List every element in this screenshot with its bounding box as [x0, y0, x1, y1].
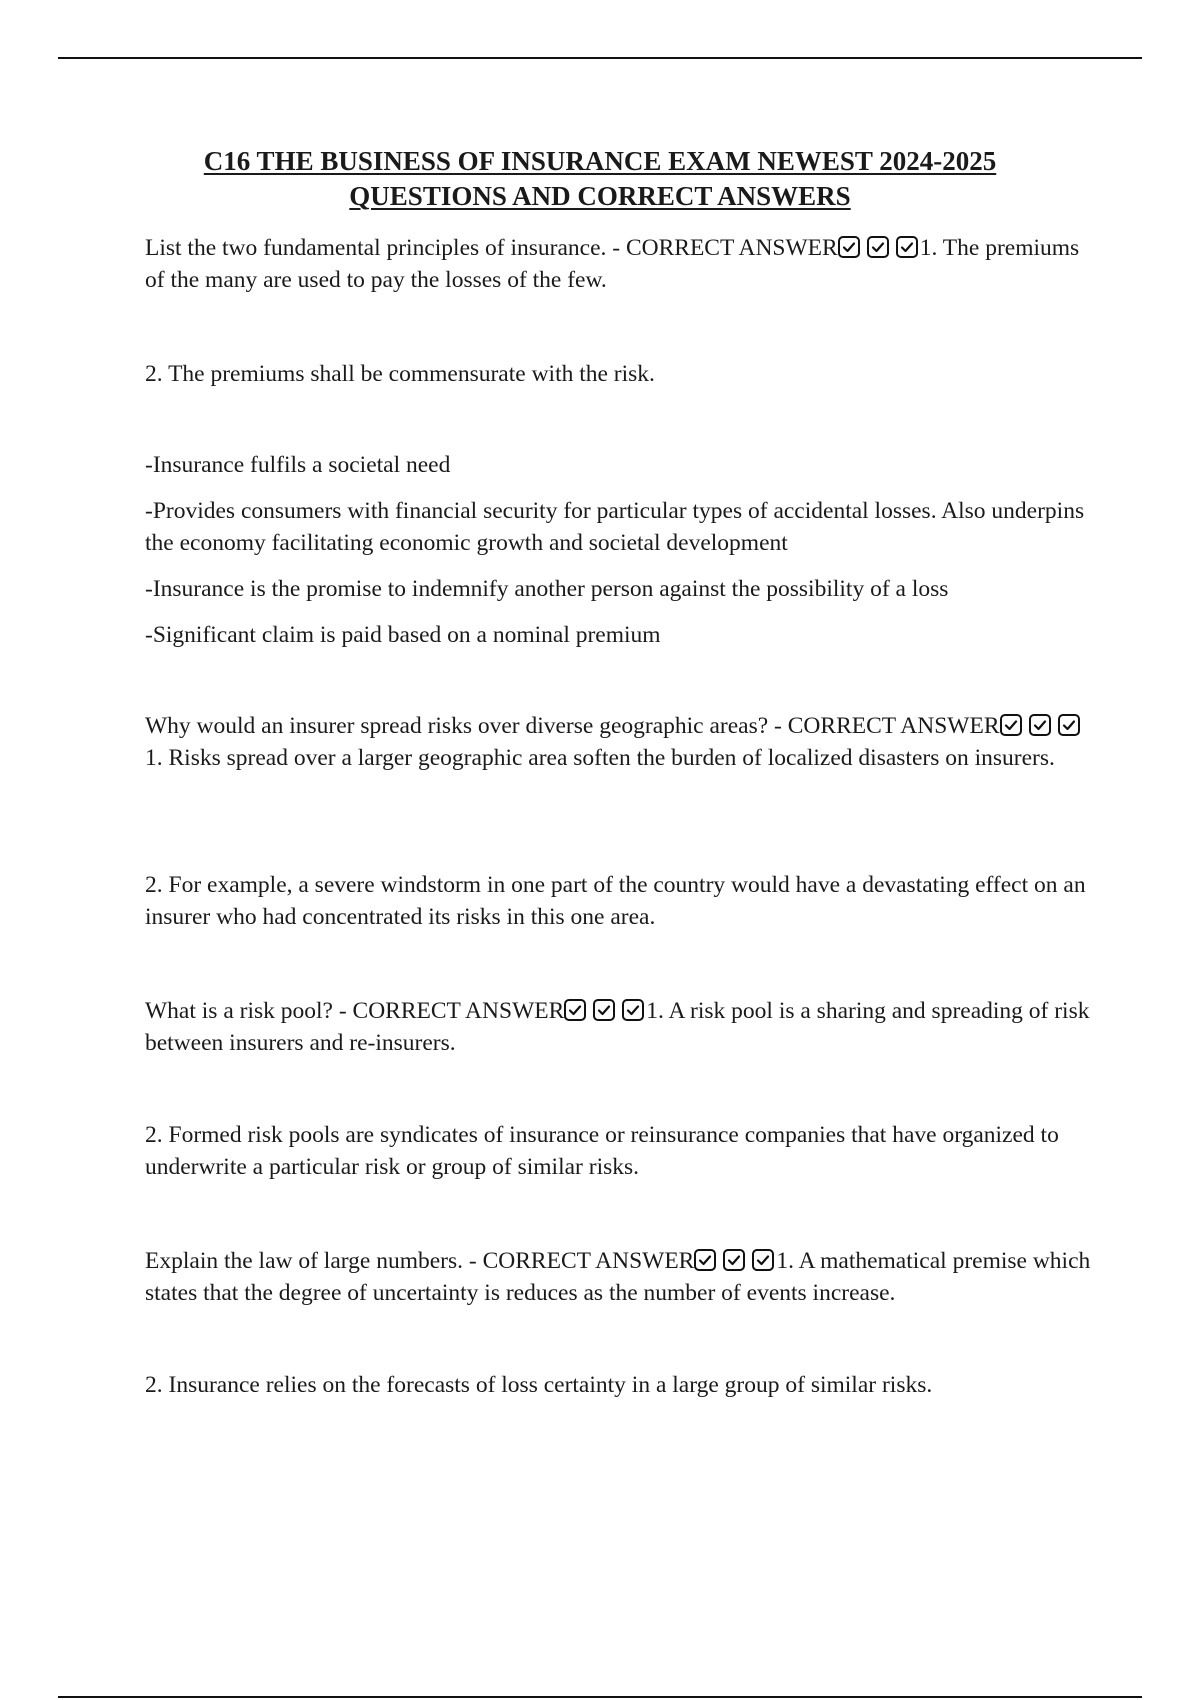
checkbox-checked-icon [694, 1249, 716, 1271]
answer-marks [694, 1248, 776, 1274]
answer-marks [838, 235, 920, 261]
question-3 [145, 995, 1095, 1059]
checkbox-checked-icon [622, 999, 644, 1021]
checkbox-checked-icon [896, 236, 918, 258]
question-1-point-2: 2. The premiums shall be commensurate with the risk. [145, 361, 655, 387]
question-3-text: What is a risk pool? - CORRECT ANSWER [145, 998, 565, 1024]
checkbox-checked-icon [593, 999, 615, 1021]
bullet-2: -Provides consumers with financial security for particular types of accidental losses. Also underpins the economy facilitating economic growth and societal development [145, 498, 1085, 556]
page-title [134, 144, 1066, 214]
question-3-answer: 1. A risk pool is a sharing and spreading of risk between insurers and re-insurers. [145, 998, 1090, 1056]
question-2-text: Why would an insurer spread risks over diverse geographic areas? - CORRECT ANSWER [145, 713, 1000, 739]
checkbox-checked-icon [1058, 714, 1080, 736]
checkbox-checked-icon [1000, 714, 1022, 736]
answer-marks [564, 998, 646, 1024]
question-4-text: Explain the law of large numbers. - CORRECT ANSWER [145, 1248, 695, 1274]
question-1-answer: 1. The premiums of the many are used to pay the losses of the few. [145, 235, 1080, 293]
title-line-1: C16 THE BUSINESS OF INSURANCE EXAM NEWEST 2024-2025 [203, 146, 997, 176]
checkbox-checked-icon [723, 1249, 745, 1271]
checkbox-checked-icon [1029, 714, 1051, 736]
question-4-point-2: 2. Insurance relies on the forecasts of loss certainty in a large group of similar risks. [145, 1372, 933, 1398]
checkbox-checked-icon [867, 236, 889, 258]
bullet-4: -Significant claim is paid based on a nominal premium [145, 622, 661, 648]
bottom-rule [58, 1696, 1142, 1698]
question-2 [145, 710, 1095, 774]
checkbox-checked-icon [564, 999, 586, 1021]
question-2-point-2: 2. For example, a severe windstorm in one part of the country would have a devastating effect on an insurer who had concentrated its risks in this one area. [145, 872, 1086, 930]
question-1 [145, 232, 1095, 296]
question-4 [145, 1245, 1095, 1309]
question-4-answer: 1. A mathematical premise which states that the degree of uncertainty is reduces as the number of events increase. [145, 1248, 1091, 1306]
question-1-text: List the two fundamental principles of insurance. - CORRECT ANSWER [145, 235, 838, 261]
question-2-answer: 1. Risks spread over a larger geographic area soften the burden of localized disasters on insurers. [145, 745, 1055, 771]
bullet-1: -Insurance fulfils a societal need [145, 452, 451, 478]
checkbox-checked-icon [752, 1249, 774, 1271]
top-rule [58, 57, 1142, 59]
title-line-2: QUESTIONS AND CORRECT ANSWERS [349, 181, 851, 211]
checkbox-checked-icon [838, 236, 860, 258]
question-3-point-2: 2. Formed risk pools are syndicates of insurance or reinsurance companies that have organized to underwrite a particular risk or group of similar risks. [145, 1122, 1059, 1180]
answer-marks [1000, 713, 1082, 739]
bullet-3: -Insurance is the promise to indemnify another person against the possibility of a loss [145, 576, 949, 602]
